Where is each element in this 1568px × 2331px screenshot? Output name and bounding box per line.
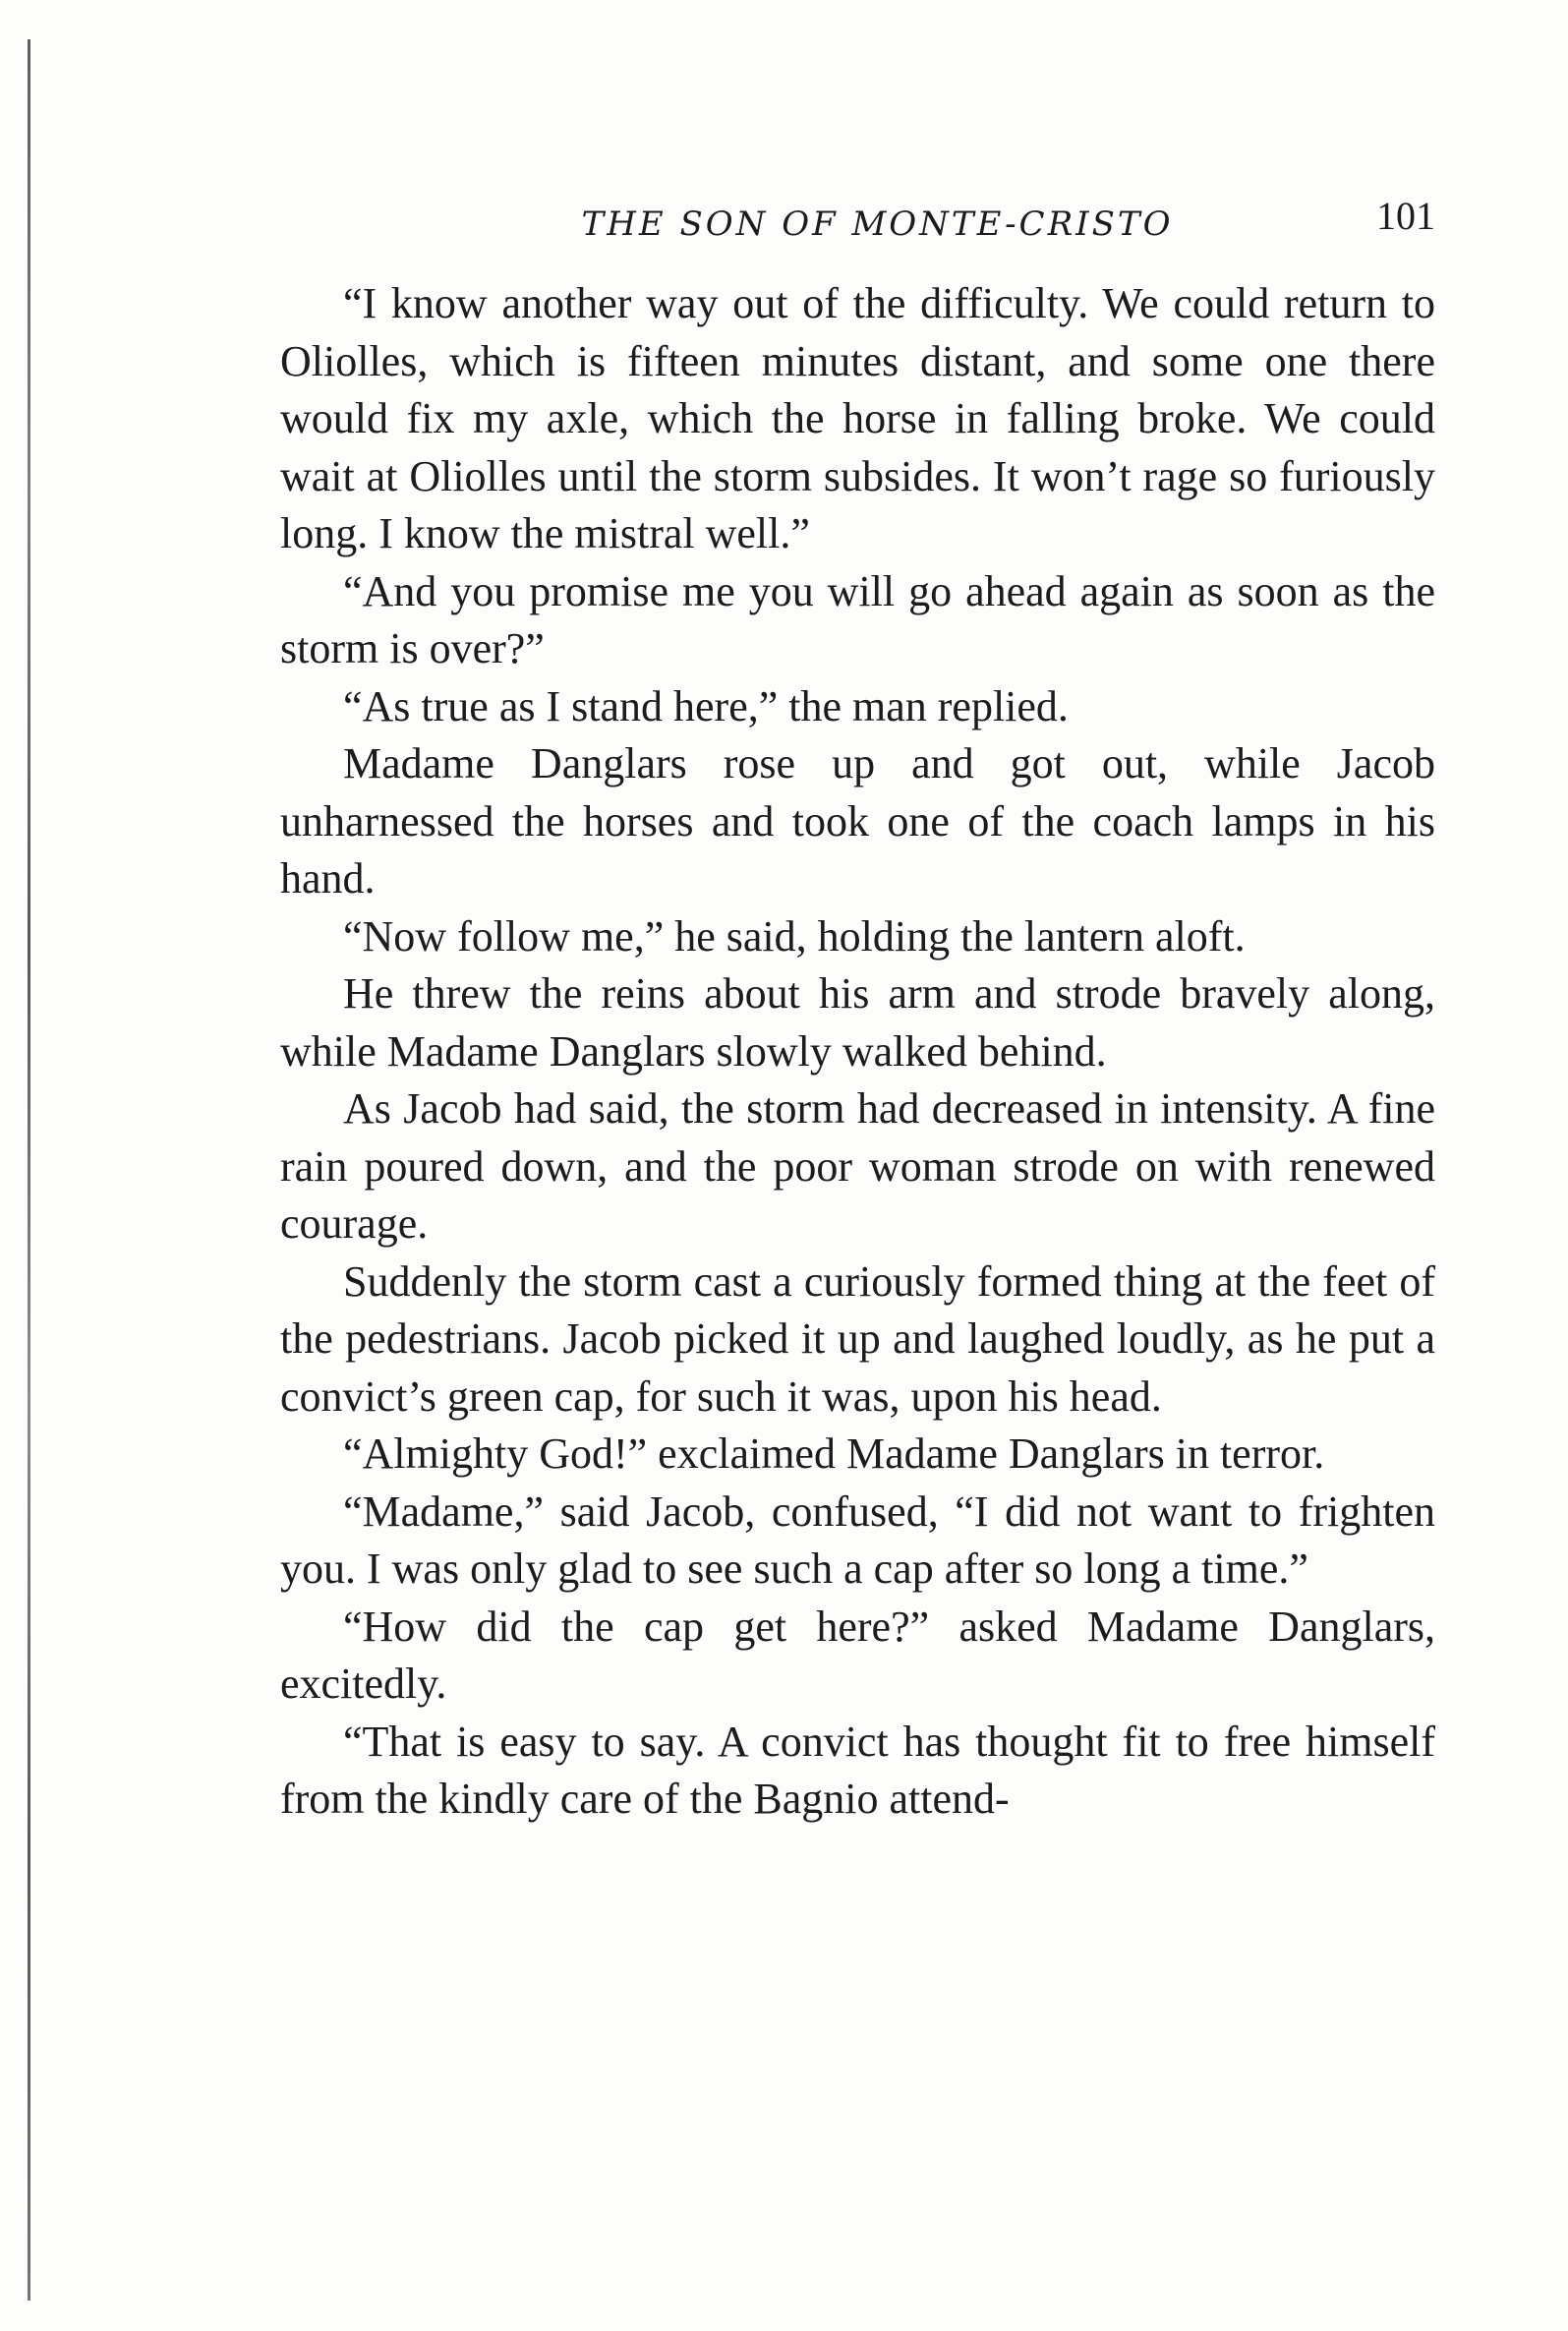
paragraph: “That is easy to say. A convict has thought fit to free himself from the kindly care of the Bagnio attend- <box>280 1717 1435 1823</box>
binding-edge <box>28 39 30 2301</box>
paragraph: Suddenly the storm cast a curiously formed thing at the feet of the pedestrians. Jacob picked it up and laughed loudly, as he put a convict’s green cap, for such it was, upon his head. <box>280 1256 1435 1421</box>
paragraph: “Almighty God!” exclaimed Madame Danglars in terror. <box>343 1429 1325 1478</box>
paragraph: “How did the cap get here?” asked Madame Danglars, excitedly. <box>280 1602 1435 1708</box>
page-header <box>280 193 1435 252</box>
page-number: 101 <box>1376 194 1435 238</box>
paragraph: “Now follow me,” he said, holding the lantern aloft. <box>343 911 1246 961</box>
body-text <box>280 275 1435 1829</box>
running-head: THE SON OF MONTE-CRISTO <box>581 204 1174 244</box>
paragraph: He threw the reins about his arm and strode bravely along, while Madame Danglars slowly walked behind. <box>280 969 1435 1076</box>
paragraph: “And you promise me you will go ahead again as soon as the storm is over?” <box>280 566 1435 672</box>
paragraph: “Madame,” said Jacob, confused, “I did not want to frighten you. I was only glad to see such a cap after so long a time.” <box>280 1486 1435 1593</box>
paragraph: “As true as I stand here,” the man replied. <box>343 681 1069 730</box>
paragraph: Madame Danglars rose up and got out, while Jacob unharnessed the horses and took one of the coach lamps in his hand. <box>280 739 1435 903</box>
paragraph: As Jacob had said, the storm had decreased in intensity. A fine rain poured down, and the poor woman strode on with renewed courage. <box>280 1084 1435 1248</box>
paragraph: “I know another way out of the difficulty. We could return to Oliolles, which is fifteen minutes distant, and some one there would fix my axle, which the horse in falling broke. We could wait at Oliolles until the storm subsides. It won’t rage so furiously long. I know the mistral well.” <box>280 279 1435 557</box>
